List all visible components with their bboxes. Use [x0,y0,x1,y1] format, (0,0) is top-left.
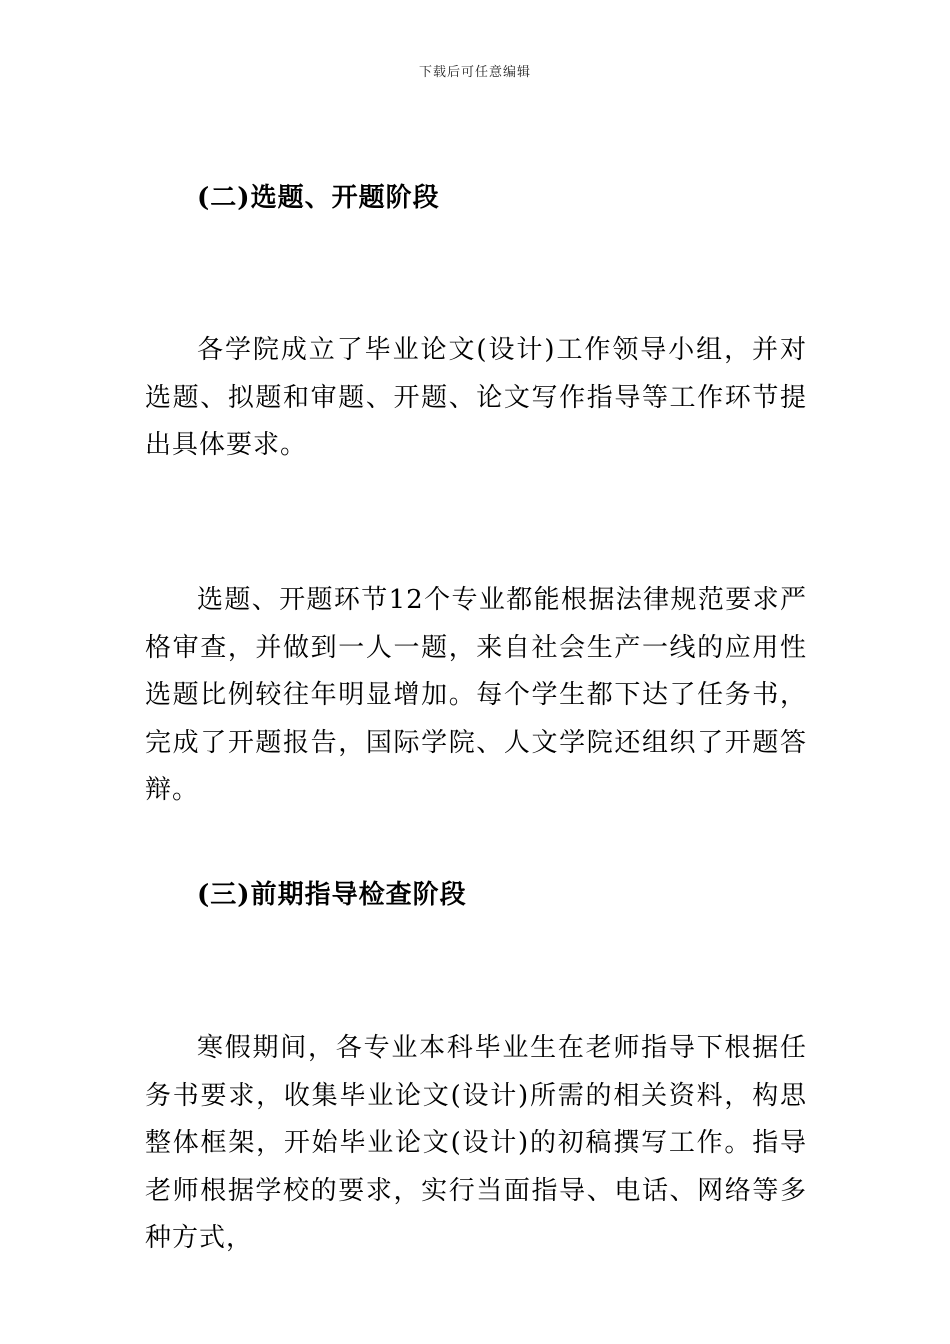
section-heading: (三)前期指导检查阶段 [197,880,467,910]
section-heading: (二)选题、开题阶段 [197,183,440,213]
paragraph: 各学院成立了毕业论文(设计)工作领导小组，并对选题、拟题和审题、开题、论文写作指导等工作环节提出具体要求。 [145,335,807,460]
paragraph: 选题、开题环节12个专业都能根据法律规范要求严格审查，并做到一人一题，来自社会生产一线的应用性选题比例较往年明显增加。每个学生都下达了任务书，完成了开题报告，国际学院、人文学院还组织了开题答辩。 [145,585,807,805]
page-header: 下载后可任意编辑 [418,65,531,80]
paragraph: 寒假期间，各专业本科毕业生在老师指导下根据任务书要求，收集毕业论文(设计)所需的相关资料，构思整体框架，开始毕业论文(设计)的初稿撰写工作。指导老师根据学校的要求，实行当面指导、电话、网络等多种方式， [145,1033,807,1253]
